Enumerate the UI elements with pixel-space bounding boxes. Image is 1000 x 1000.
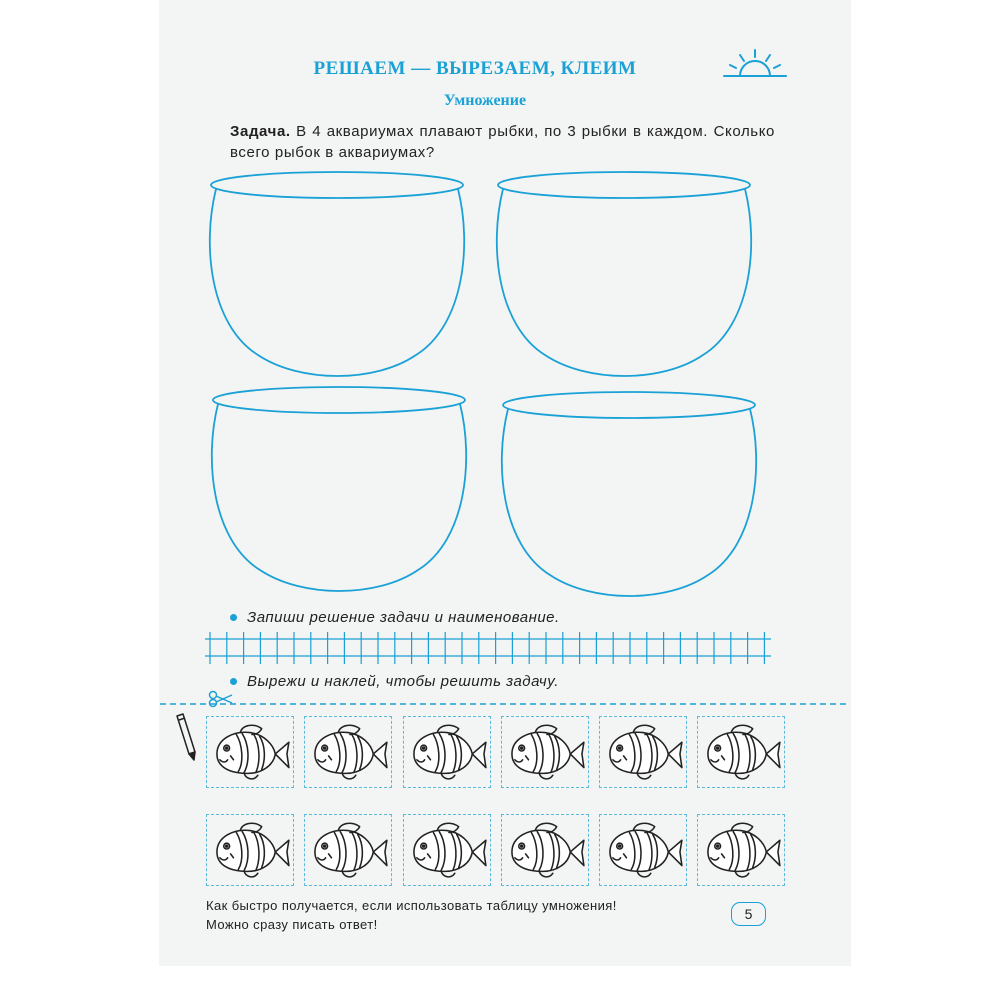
fish-icon (305, 815, 391, 885)
fish-card[interactable] (304, 716, 392, 788)
task-label: Задача. (230, 123, 291, 140)
aquarium-2 (497, 172, 751, 376)
page-title: РЕШАЕМ — ВЫРЕЗАЕМ, КЛЕИМ (313, 58, 637, 79)
aquariums (200, 165, 780, 605)
fish-card[interactable] (304, 814, 392, 886)
bullet-dot (230, 614, 237, 621)
pencil-icon (173, 712, 197, 762)
fish-icon (600, 717, 686, 787)
page-number: 5 (731, 902, 766, 926)
fish-icon (404, 815, 490, 885)
fish-card[interactable] (206, 814, 294, 886)
fish-icon (404, 717, 490, 787)
fish-card[interactable] (403, 716, 491, 788)
footer-line-1: Как быстро получается, если использовать таблицу умножения! (206, 898, 617, 913)
instruction-cut-paste (230, 673, 559, 690)
answer-grid[interactable] (205, 632, 771, 664)
task-text (230, 121, 775, 163)
fish-card[interactable] (501, 716, 589, 788)
aquarium-3 (212, 387, 466, 591)
fish-icon (698, 717, 784, 787)
fish-card[interactable] (403, 814, 491, 886)
aquarium-4 (502, 392, 756, 596)
instruction-cut-text: Вырежи и наклей, чтобы решить задачу. (247, 673, 559, 690)
fish-icon (305, 717, 391, 787)
fish-card[interactable] (206, 716, 294, 788)
fish-card[interactable] (599, 716, 687, 788)
fish-card[interactable] (697, 814, 785, 886)
footer-note (206, 896, 726, 934)
instruction-write-text: Запиши решение задачи и наименование. (247, 609, 560, 626)
cut-line (160, 700, 850, 708)
fish-icon (207, 815, 293, 885)
fish-icon (600, 815, 686, 885)
fish-card[interactable] (599, 814, 687, 886)
bullet-dot (230, 678, 237, 685)
aquarium-1 (210, 172, 464, 376)
fish-icon (502, 815, 588, 885)
fish-card[interactable] (501, 814, 589, 886)
task-body: В 4 аквариумах плавают рыбки, по 3 рыбки в каждом. Сколько всего рыбок в аквариумах? (230, 123, 775, 161)
fish-icon (207, 717, 293, 787)
fish-icon (698, 815, 784, 885)
page-subtitle: Умножение (443, 92, 527, 109)
fish-card[interactable] (697, 716, 785, 788)
instruction-write-solution (230, 609, 560, 626)
footer-line-2: Можно сразу писать ответ! (206, 917, 378, 932)
fish-icon (502, 717, 588, 787)
